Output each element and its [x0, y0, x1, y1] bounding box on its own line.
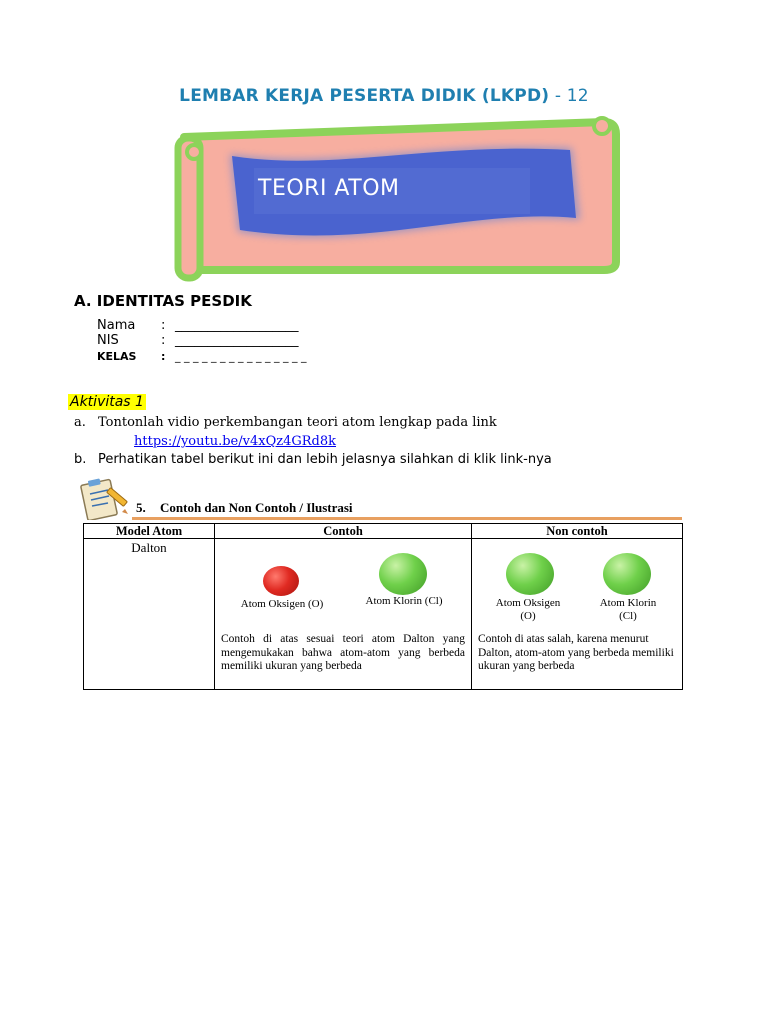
cell-model [84, 539, 215, 690]
banner-title: TEORI ATOM [258, 176, 400, 201]
cell-non-contoh [472, 539, 683, 690]
field-colon: : [161, 350, 166, 363]
oxygen-atom-label: Atom Oksigen (O) [240, 598, 324, 610]
field-blank[interactable]: ___________________ [175, 333, 299, 348]
title-text: LEMBAR KERJA PESERTA DIDIK (LKPD) [179, 86, 550, 106]
list-item-b [74, 452, 552, 467]
contoh-description: Contoh di atas sesuai teori atom Dalton yang mengemukakan bahwa atom-atom yang berbeda memiliki ukuran yang berbeda [221, 633, 465, 672]
oxygen-atom-label [478, 597, 578, 623]
field-colon: : [161, 318, 166, 333]
youtube-link[interactable]: https://youtu.be/v4xQz4GRd8k [134, 434, 336, 449]
aktivitas-title: Aktivitas 1 [70, 394, 144, 410]
header-contoh: Contoh [215, 524, 472, 539]
list-item-a [74, 415, 497, 430]
field-label: KELAS [97, 350, 137, 363]
non-contoh-description: Contoh di atas salah, karena menurut Dalton, atom-atom yang berbeda memiliki ukuran yang berbeda [478, 633, 674, 672]
page-title [0, 86, 768, 106]
field-kelas [97, 350, 306, 363]
chlorine-atom-ball [603, 553, 651, 595]
title-separator: - [549, 86, 567, 106]
section-identitas-heading: A. IDENTITAS PESDIK [74, 292, 252, 310]
oxygen-atom-ball [263, 566, 299, 596]
field-label: Nama [97, 318, 136, 333]
field-nama [97, 318, 299, 333]
section5-number: 5. [136, 500, 146, 515]
list-marker: a. [74, 415, 86, 430]
list-text: Perhatikan tabel berikut ini dan lebih jelasnya silahkan di klik link-nya [98, 452, 552, 467]
section5-title: Contoh dan Non Contoh / Ilustrasi [160, 500, 353, 515]
header-non-contoh: Non contoh [472, 524, 683, 539]
field-nis [97, 333, 299, 348]
oxygen-label-line1: Atom Oksigen [495, 597, 561, 609]
section5-underline [132, 517, 682, 520]
table-header-row [84, 524, 683, 539]
field-blank[interactable]: ___________________ [175, 318, 299, 333]
clipboard-pencil-icon [78, 476, 132, 520]
chlorine-atom-label: Atom Klorin (Cl) [365, 595, 443, 607]
chlorine-label-line1: Atom Klorin [599, 597, 657, 609]
title-number: 12 [566, 86, 589, 106]
oxygen-atom-ball [506, 553, 554, 595]
field-label: NIS [97, 333, 119, 348]
field-colon: : [161, 333, 166, 348]
chlorine-atom-ball [379, 553, 427, 595]
illustration-table [83, 523, 683, 690]
chlorine-atom-label [578, 597, 678, 623]
table-row [84, 539, 683, 690]
section5-heading [136, 500, 353, 516]
list-marker: b. [74, 452, 87, 467]
oxygen-label-line2: (O) [520, 610, 536, 622]
chlorine-label-line2: (Cl) [619, 610, 637, 622]
cell-contoh [215, 539, 472, 690]
header-model-atom: Model Atom [84, 524, 215, 539]
model-name: Dalton [131, 540, 167, 555]
list-text: Tontonlah vidio perkembangan teori atom lengkap pada link [98, 415, 497, 430]
field-blank[interactable]: _ _ _ _ _ _ _ _ _ _ _ _ _ _ _ [175, 350, 307, 363]
